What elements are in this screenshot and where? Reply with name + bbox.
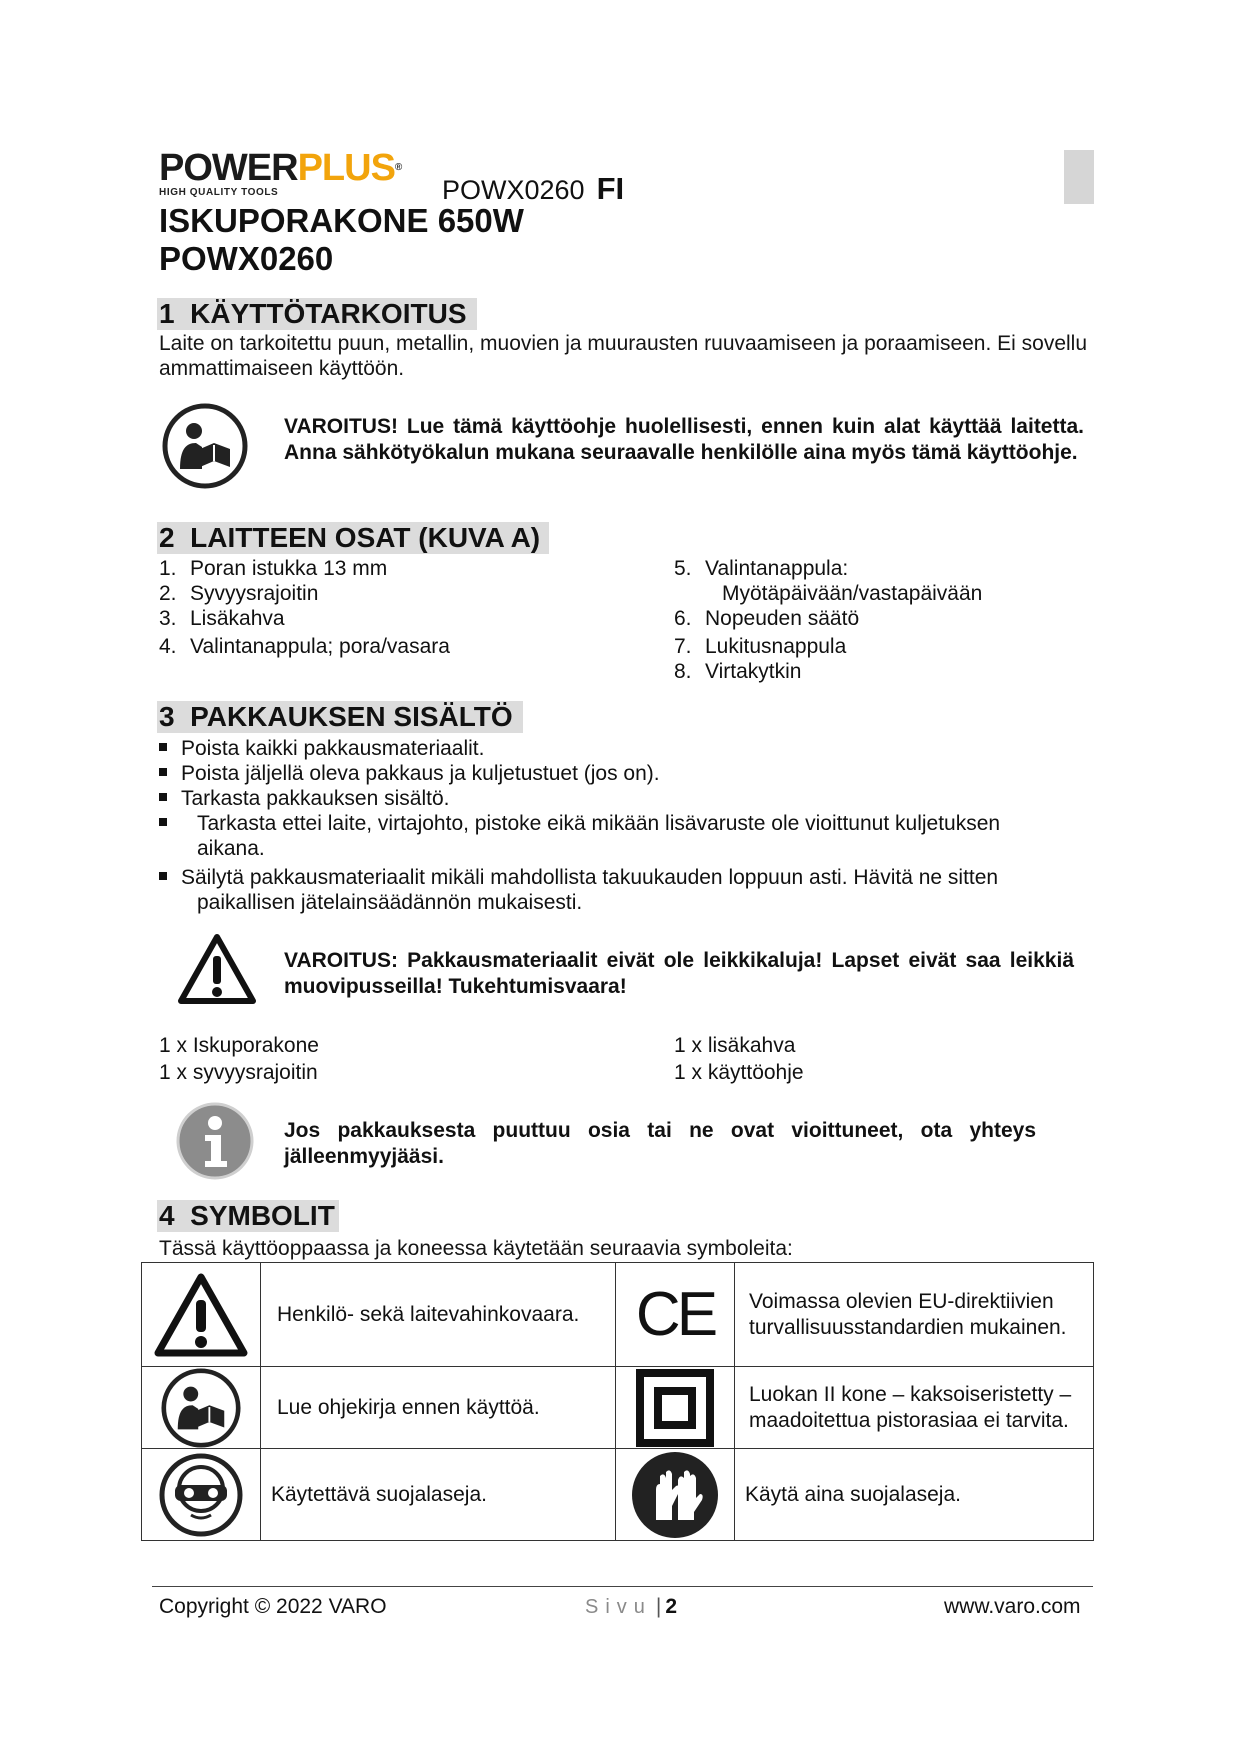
corner-tab-marker [1064, 150, 1094, 204]
footer-page-label: Sivu [585, 1596, 652, 1618]
section-4-number: 4 [159, 1200, 175, 1231]
list-item-continuation: aikana. [197, 837, 265, 860]
list-item-continuation: paikallisen jätelainsäädännön mukaisesti. [197, 891, 583, 914]
logo-text-power: POWER [159, 147, 298, 189]
read-manual-icon [162, 403, 248, 494]
contents-item: 1 x lisäkahva [674, 1034, 796, 1057]
logo-registered: ® [394, 162, 402, 173]
read-manual-icon [161, 1368, 241, 1448]
list-item: Tarkasta ettei laite, virtajohto, pistoke eikä mikään lisävaruste ole vioittunut kuljetuksen [159, 811, 1000, 836]
section-1-paragraph: Laite on tarkoitettu puun, metallin, muovien ja muurausten ruuvaamiseen ja poraamiseen. Ei sovellu ammattimaiseen käyttöön. [159, 332, 1088, 380]
section-3-title: PAKKAUKSEN SISÄLTÖ [190, 701, 513, 732]
section-2-number: 2 [159, 522, 175, 553]
section-1-heading [157, 298, 477, 330]
section-2-title: LAITTEEN OSAT (KUVA A) [190, 522, 541, 553]
section-3-number: 3 [159, 701, 175, 732]
header-model-code: POWX0260 [442, 175, 585, 205]
footer-page-number: 2 [665, 1595, 678, 1618]
parts-list-left [159, 556, 450, 659]
header-language: FI [596, 171, 625, 206]
page-title-line2: POWX0260 [159, 240, 334, 277]
list-item-continuation: Myötäpäivään/vastapäivään [722, 582, 983, 605]
page-title-line1: ISKUPORAKONE 650W [159, 202, 524, 239]
logo-text-plus: PLUS [297, 147, 395, 189]
list-item: 6. Nopeuden säätö [674, 607, 860, 630]
symbol-cell [142, 1367, 261, 1449]
contents-item: 1 x Iskuporakone [159, 1034, 319, 1057]
section-1-warning: VAROITUS! Lue tämä käyttöohje huolellisesti, ennen kuin alat käyttää laitetta. Anna sähkötyökalun mukana seuraavalle henkilölle aina myös tämä käyttöohje. [284, 415, 1084, 464]
list-item: 8. Virtakytkin [674, 660, 802, 683]
table-row [142, 1367, 1094, 1449]
symbol-description: Käytä aina suojalaseja. [735, 1449, 1094, 1541]
double-insulation-icon [636, 1369, 714, 1447]
list-item: Säilytä pakkausmateriaalit mikäli mahdollista takuukauden loppuun asti. Hävitä ne sitten [159, 865, 998, 890]
ce-mark-icon: CE [635, 1279, 715, 1349]
info-icon [175, 1101, 255, 1186]
section-4-intro: Tässä käyttöoppaassa ja koneessa käytetään seuraavia symboleita: [159, 1237, 793, 1260]
contents-item: 1 x käyttöohje [674, 1061, 804, 1084]
table-row [142, 1263, 1094, 1367]
footer-page [585, 1594, 677, 1620]
symbol-description: Voimassa olevien EU-direktiivien turvallisuusstandardien mukainen. [735, 1263, 1094, 1367]
footer-url: www.varo.com [944, 1595, 1081, 1618]
list-item: Poista kaikki pakkausmateriaalit. [159, 736, 484, 761]
safety-gloves-icon [630, 1450, 720, 1540]
symbol-description: Henkilö- sekä laitevahinkovaara. [261, 1263, 616, 1367]
section-2-heading [157, 522, 549, 554]
symbol-cell [616, 1449, 735, 1541]
logo-tagline: HIGH QUALITY TOOLS [159, 187, 279, 198]
list-item: 1. Poran istukka 13 mm [159, 557, 388, 580]
symbol-cell [616, 1367, 735, 1449]
warning-triangle-icon [176, 932, 258, 1011]
footer-divider [152, 1586, 1093, 1587]
symbols-table [141, 1262, 1094, 1541]
section-3-heading [157, 701, 523, 733]
symbol-description: Lue ohjekirja ennen käyttöä. [261, 1367, 616, 1449]
brand-logo [159, 147, 425, 198]
symbol-description: Luokan II kone – kaksoiseristetty – maadoitettua pistorasiaa ei tarvita. [735, 1367, 1094, 1449]
list-item: 2. Syvyysrajoitin [159, 582, 319, 605]
footer-copyright: Copyright © 2022 VARO [159, 1595, 387, 1618]
symbol-cell [616, 1263, 735, 1367]
list-item: 3. Lisäkahva [159, 607, 285, 630]
warning-triangle-icon [152, 1271, 250, 1359]
section-3-warning: VAROITUS: Pakkausmateriaalit eivät ole leikkikaluja! Lapset eivät saa leikkiä muovipusseilla! Tukehtumisvaara! [284, 949, 1074, 998]
footer-page-separator: | [655, 1595, 662, 1618]
symbol-description: Käytettävä suojalaseja. [261, 1449, 616, 1541]
section-4-heading [157, 1200, 339, 1232]
list-item: Tarkasta pakkauksen sisältö. [159, 786, 449, 811]
info-note: Jos pakkauksesta puuttuu osia tai ne ovat vioittuneet, ota yhteys jälleenmyyjääsi. [284, 1119, 1036, 1168]
list-item: 5. Valintanappula: [674, 557, 849, 580]
symbol-cell [142, 1449, 261, 1541]
safety-goggles-icon [159, 1453, 243, 1537]
list-item: 4. Valintanappula; pora/vasara [159, 635, 450, 658]
list-item: 7. Lukitusnappula [674, 635, 847, 658]
table-row [142, 1449, 1094, 1541]
section-1-number: 1 [159, 298, 175, 329]
parts-list-right [674, 556, 982, 684]
symbol-cell [142, 1263, 261, 1367]
section-1-title: KÄYTTÖTARKOITUS [190, 298, 467, 329]
list-item: Poista jäljellä oleva pakkaus ja kuljetustuet (jos on). [159, 761, 660, 786]
contents-item: 1 x syvyysrajoitin [159, 1061, 318, 1084]
section-4-title: SYMBOLIT [190, 1200, 335, 1231]
